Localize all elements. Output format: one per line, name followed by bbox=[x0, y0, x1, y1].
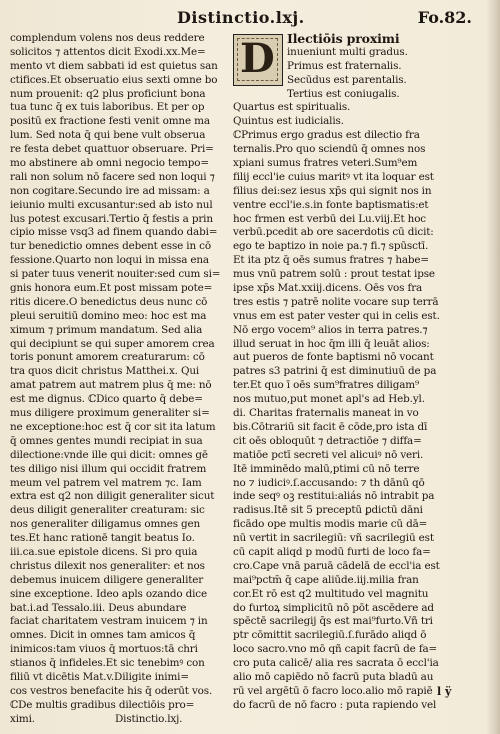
text-line: rū vel argētū ō facro loco.alio mō rapiē bbox=[233, 684, 433, 697]
text-line: cit oēs obloquūt ⁊ detractiōe ⁊ diffa= bbox=[233, 434, 422, 447]
text-line: ctifices.Et obseruatio eius sexti omne bo bbox=[10, 73, 218, 86]
text-line: meum vel patrem vel matrem ⁊c. Iam bbox=[10, 476, 202, 489]
text-line: rali non solum nō facere sed non loqui ⁊ bbox=[10, 170, 215, 183]
text-line: Nō ergo vocem⁹ alios in terra patres.⁊ bbox=[233, 323, 428, 336]
text-line: solicitos ⁊ attentos dicit Exodi.xx.Me= bbox=[10, 45, 206, 58]
text-line: Tertius est coniugalis. bbox=[287, 87, 400, 100]
text-line: filius dei:sez iesus xp̄s qui signit nos in bbox=[233, 184, 432, 197]
text-line: Itē imminēdo malū,ptimi cū nō terre bbox=[233, 462, 420, 475]
text-line: hoc frmen est verbū dei Lu.viij.Et hoc bbox=[233, 212, 426, 225]
text-line: iii.ca.sue epistole dicens. Si pro quia bbox=[10, 545, 198, 558]
text-line: do facrū de nō facro : puta rapiendo vel bbox=[233, 698, 437, 711]
text-line: inimicos:tam viuos q̄ mortuos:tā chri bbox=[10, 643, 198, 656]
text-line: mus vnū patrem solū : prout testat ipse bbox=[233, 268, 435, 281]
text-line: christus dilexit nos generaliter: et nos bbox=[10, 559, 205, 572]
text-line: amat patrem aut matrem plus q̄ me: nō bbox=[10, 379, 212, 392]
text-line: si pater tuus venerit nouiter:sed cum si= bbox=[10, 268, 221, 281]
text-line: non cogitare.Secundo ire ad missam: a bbox=[10, 184, 210, 197]
text-line: qui decipiunt se qui super amorem crea bbox=[10, 337, 215, 350]
right-column bbox=[233, 32, 445, 713]
text-line: gnis honora eum.Et post missam pote= bbox=[10, 282, 213, 295]
text-line: ter.Et quo ī oēs sum⁹fratres diligam⁹ bbox=[233, 379, 419, 392]
text-line: tes.Et hanc rationē tangit beatus Io. bbox=[10, 532, 195, 545]
text-line: inueniunt multi gradus. bbox=[287, 45, 408, 58]
text-line: filij eccl'ie cuius maritꝰ vt ita loquar est bbox=[233, 170, 434, 183]
text-line: mo abstinere ab omni negocio tempo= bbox=[10, 157, 209, 170]
text-line: ℂPrimus ergo gradus est dilectio fra bbox=[233, 129, 420, 142]
footer-text: ximi. bbox=[10, 712, 35, 725]
text-line: ego te baptizo in noie pa.⁊ fi.⁊ spūsctī. bbox=[233, 240, 429, 253]
text-line: ritis dicere.O benedictus deus nunc cō bbox=[10, 295, 208, 308]
text-line: bis.Cōtrariū sit facit ē cōde,pro ista dī bbox=[233, 420, 428, 433]
text-line: spēctē sacrilegij q̄s est mai⁹furto.Vñ tri bbox=[233, 615, 433, 628]
text-line: ℂDe multis gradibus dilectiōis pro= bbox=[10, 698, 195, 711]
text-line: ipse xp̄s Mat.xxiij.dicens. Oēs vos fra bbox=[233, 282, 423, 295]
initial-letter: D bbox=[240, 35, 275, 82]
text-line: nos generaliter diligamus omnes gen bbox=[10, 518, 201, 531]
text-line: no ⁊ iudiciꝰ.ſ.accusando: ⁊ th dānū qō bbox=[233, 476, 425, 489]
text-line: pleui seruitiū domino meo: hoc est ma bbox=[10, 309, 207, 322]
text-line: ficādo ope multis modis marie cū dā= bbox=[233, 518, 428, 531]
text-line: lus potest excusari.Tertio q̄ festis a prin bbox=[10, 212, 213, 225]
running-head bbox=[12, 8, 482, 30]
text-line: tur benedictio omnes debent esse in cō bbox=[10, 240, 211, 253]
text-line: cor.Et rō est q2 multitudo vel magnitu bbox=[233, 587, 429, 600]
text-line: cos vestros benefacite his q̄ oderūt vos. bbox=[10, 684, 213, 697]
text-line: cro puta calicē/ alia res sacrata ō eccl'ia bbox=[233, 657, 439, 670]
catchword: l ÿ bbox=[437, 685, 452, 698]
text-line: cro.Cape vnā paruā cādelā de eccl'ia est bbox=[233, 559, 440, 572]
text-line: tua tunc q̄ ex tuis laboribus. Et per op bbox=[10, 101, 205, 114]
text-line: sine exceptione. Ideo apls ozando dice bbox=[10, 587, 207, 600]
text-line: est me dignus. ℂDico quarto q̄ debe= bbox=[10, 393, 203, 406]
text-line: bat.i.ad Tessalo.iii. Deus abundare bbox=[10, 601, 187, 614]
text-line: nū vertit in sacrilegiū: vñ sacrilegiū est bbox=[233, 532, 434, 545]
text-line: ne exceptione:hoc est q̄ cor sit ita latum bbox=[10, 420, 216, 433]
text-line: do furtoꝝ simplicitū nō pōt ascēdere ad bbox=[233, 601, 434, 614]
text-line: tes diligo nisi illum qui occidit fratrem bbox=[10, 462, 207, 475]
text-line: num prouenit: q2 plus proficiunt bona bbox=[10, 87, 206, 100]
text-line: radisus.Itē sit 5 preceptū ꝑdictū dāni bbox=[233, 504, 423, 517]
page-edge-shadow bbox=[486, 0, 500, 734]
text-line: deus diligit generaliter creaturam: sic bbox=[10, 504, 205, 517]
text-line: mento vt diem sabbati id est quietus san bbox=[10, 59, 218, 72]
text-line: matiōe pctī secreti vel alicuiꝰ nō veri. bbox=[233, 448, 424, 461]
text-line: verbū.pcedit ab ore sacerdotis cū dicit: bbox=[233, 226, 434, 239]
text-line: lum. Sed nota q̄ qui bene vult obserua bbox=[10, 129, 206, 142]
text-line: extra est q2 non diligit generaliter sicut bbox=[10, 490, 215, 503]
text-line: di. Charitas fraternalis maneat in vo bbox=[233, 407, 419, 420]
text-line: omnes. Dicit in omnes tam amicos q̄ bbox=[10, 629, 196, 642]
left-column bbox=[10, 32, 225, 727]
text-line: positū ex fractione festi venit omne ma bbox=[10, 115, 210, 128]
text-line: loco sacro.vno mō qñ capit facrū de fa= bbox=[233, 643, 438, 656]
text-line: ventre eccl'ie.s.in fonte baptismatis:et bbox=[233, 198, 429, 211]
text-line: Ilectiōis proximi bbox=[287, 32, 400, 46]
running-title: Distinctio.lxj. bbox=[177, 8, 305, 27]
text-line: ximum ⁊ primum mandatum. Sed alia bbox=[10, 323, 203, 336]
text-line: tres estis ⁊ patrē nolite vocare sup terrā bbox=[233, 295, 439, 308]
text-line: vnus em est pater vester qui in celis est. bbox=[233, 309, 440, 322]
text-line: Et ita ptz q̄ oēs sumus fratres ⁊ habe= bbox=[233, 254, 429, 267]
text-line: fessione.Quarto non loqui in missa ena bbox=[10, 254, 209, 267]
text-line: alio mō capiēdo nō facrū puta bladū au bbox=[233, 670, 434, 683]
text-line: ptr cōmittit sacrilegiū.ſ.furādo aliqd ō bbox=[233, 629, 427, 642]
text-line: mai⁹pctm̄ q̄ cape aliūde.iij.milia fran bbox=[233, 573, 419, 586]
text-line: stianos q̄ infideles.Et sic tenebimꝰ con bbox=[10, 657, 205, 670]
text-line: nos mutuo,put monet apl's ad Heb.yl. bbox=[233, 393, 425, 406]
text-line: re festa debet quattuor obseruare. Pri= bbox=[10, 143, 214, 156]
text-line: patres s3 patrini q̄ est diminutiuū de pa bbox=[233, 365, 437, 378]
text-line: cū capit aliqd p modū furti de loco fa= bbox=[233, 545, 431, 558]
text-line: ternalis.Pro quo sciendū q̄ omnes nos bbox=[233, 143, 426, 156]
text-line: toris ponunt amorem creaturarum: cō bbox=[10, 351, 205, 364]
text-line: aut pueros de fonte baptismi nō vocant bbox=[233, 351, 434, 364]
column-footer bbox=[10, 713, 225, 727]
text-line: illud seruat in hoc q̄m illi q̄ leuāt alios: bbox=[233, 337, 430, 350]
text-line: tra quos dicit christus Matthei.x. Qui bbox=[10, 365, 200, 378]
text-line: Secūdus est parentalis. bbox=[287, 73, 407, 86]
text-line: inde seqꝰ oꝫ restitui:aliás nō intrabit pa bbox=[233, 490, 435, 503]
folio-number: Fo.82. bbox=[417, 8, 472, 27]
text-line: q̄ omnes gentes mundi recipiat in sua bbox=[10, 434, 203, 447]
text-line: Quartus est spiritualis. bbox=[233, 101, 351, 114]
text-line: Primus est fraternalis. bbox=[287, 59, 402, 72]
footer-distinctio: Distinctio.lxj. bbox=[115, 712, 183, 725]
text-line: ieiunio multi excusantur:sed ab isto nul bbox=[10, 198, 213, 211]
text-line: xpiani sumus fratres veteri.Sum⁹em bbox=[233, 157, 418, 170]
text-line: dilectione:vnde ille qui dicit: omnes gē bbox=[10, 448, 208, 461]
text-line: mus diligere proximum generaliter si= bbox=[10, 407, 210, 420]
text-line: complendum volens nos deus reddere bbox=[10, 32, 205, 44]
text-line: filiū vt dicētis Mat.v.Diligite inimi= bbox=[10, 670, 189, 683]
text-line: debemus inuicem diligere generaliter bbox=[10, 573, 204, 586]
text-line: cipio misse vsq3 ad finem quando dabi= bbox=[10, 226, 218, 239]
text-line: Quintus est iudicialis. bbox=[233, 115, 344, 128]
text-line: faciat charitatem vestram inuicem ⁊ in bbox=[10, 615, 208, 628]
